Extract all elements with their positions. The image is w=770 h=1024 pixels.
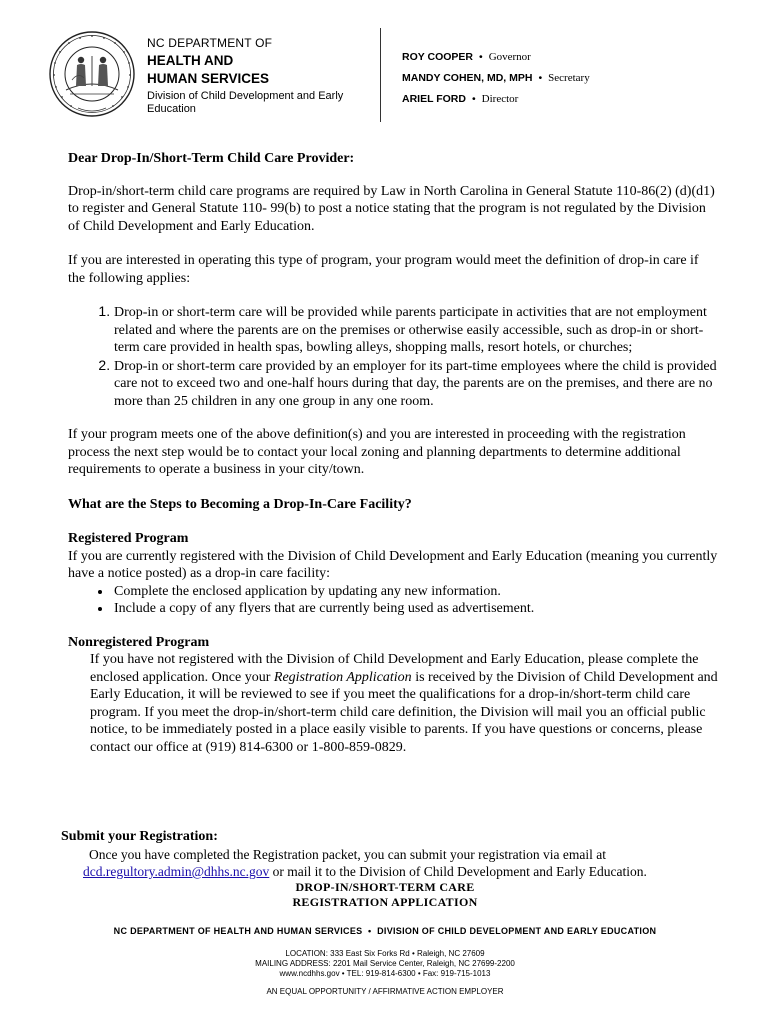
official-title: Director: [481, 93, 519, 105]
registered-bullets: [68, 583, 718, 618]
conditions-list: [68, 303, 718, 410]
department-block: [147, 36, 362, 116]
list-item: 1. Drop-in or short-term care will be provided while parents participate in activities that are not employment related and where the parents are on the premises or otherwise easily accessible, such as drop-in or short-term care provided in health spas, bowling alleys, shopping malls, resort hotels, or churches;: [114, 303, 718, 357]
official-name: MANDY COHEN, MD, MPH: [402, 72, 533, 84]
letter-body: [68, 150, 718, 773]
official-director: ARIEL FORD • Director: [402, 93, 519, 105]
footer-contact: www.ncdhhs.gov • TEL: 919-814-6300 • Fax: 919-715-1013: [279, 969, 491, 978]
nc-state-seal-icon: [48, 30, 136, 118]
footer-mailing: MAILING ADDRESS: 2201 Mail Service Center, Raleigh, NC 27699-2200: [255, 959, 515, 968]
submit-heading: Submit your Registration:: [61, 829, 218, 844]
nonregistered-text: If you have not registered with the Division of Child Development and Early Education, please complete the enclosed application. Once your Registration Application is received by the Division of Child Development and Early Education, it will be reviewed to see if you meet the qualifications for a drop-in/short-term child care program. If you meet the drop-in/short-term child care definition, the Division will mail you an official public notice, to be immediately posted in a place easily visible to parents. If you have questions or concerns, please contact our office at (919) 814-6300 or 1-800-859-0829.: [90, 652, 718, 755]
division-name: Division of Child Development and Early Education: [147, 90, 344, 115]
footer-location: LOCATION: 333 East Six Forks Rd • Raleigh, NC 27609: [285, 949, 485, 958]
email-link[interactable]: dcd.regultory.admin@dhhs.nc.gov: [83, 864, 270, 879]
list-item: 2. Drop-in or short-term care provided by an employer for its part-time employees where the child is provided care not to exceed two and one-half hours during that day, the parents are on the premises, and there are no more than 25 children in any one group in any one room.: [114, 357, 718, 411]
official-governor: ROY COOPER • Governor: [402, 51, 531, 63]
nonregistered-heading: Nonregistered Program: [68, 634, 210, 650]
dept-line-1: NC DEPARTMENT OF: [147, 36, 273, 50]
registered-text: If you are currently registered with the Division of Child Development and Early Education (meaning you currently have a notice posted) as a drop-in care facility:: [68, 548, 718, 581]
intro-paragraph: Drop-in/short-term child care programs are required by Law in North Carolina in General Statute 110-86(2) (d)(d1) to register and General Statute 110- 99(b) to post a notice stating that the program is not regulated by the Division of Child Development and Early Education.: [68, 183, 715, 234]
salutation: Dear Drop-In/Short-Term Child Care Provider:: [68, 151, 355, 166]
list-item: • Complete the enclosed application by updating any new information.: [112, 583, 718, 601]
official-title: Secretary: [548, 72, 590, 84]
steps-heading: What are the Steps to Becoming a Drop-In-Care Facility?: [68, 496, 412, 512]
official-name: ARIEL FORD: [402, 93, 466, 105]
form-title-line-1: DROP-IN/SHORT-TERM CARE: [295, 880, 475, 894]
official-name: ROY COOPER: [402, 51, 473, 63]
dept-line-3: HUMAN SERVICES: [147, 71, 270, 86]
official-title: Governor: [488, 51, 531, 63]
registered-heading: Registered Program: [68, 531, 189, 546]
header-divider: [380, 28, 381, 122]
form-title: [220, 880, 550, 910]
official-secretary: MANDY COHEN, MD, MPH • Secretary: [402, 72, 590, 84]
footer-address: [0, 949, 770, 979]
list-item: • Include a copy of any flyers that are currently being used as advertisement.: [112, 600, 718, 618]
next-step-paragraph: If your program meets one of the above definition(s) and you are interested in proceeding with the registration process the next step would be to contact your local zoning and planning departments to determine additional requirements to operate a business in your city/town.: [68, 427, 686, 477]
submit-text: Once you have completed the Registration packet, you can submit your registration via email at dcd.regultory.admin@dhhs.nc.gov or mail it to the Division of Child Development and Early Education.: [83, 847, 647, 879]
footer-department: NC DEPARTMENT OF HEALTH AND HUMAN SERVICES • DIVISION OF CHILD DEVELOPMENT AND EARLY EDUCATION: [113, 926, 657, 936]
form-title-line-2: REGISTRATION APPLICATION: [292, 895, 478, 909]
footer-eoe: AN EQUAL OPPORTUNITY / AFFIRMATIVE ACTION EMPLOYER: [266, 987, 504, 996]
interest-paragraph: If you are interested in operating this type of program, your program would meet the definition of drop-in care if the following applies:: [68, 253, 699, 286]
registration-application-term: Registration Application: [273, 669, 412, 685]
dept-line-2: HEALTH AND: [147, 53, 234, 68]
